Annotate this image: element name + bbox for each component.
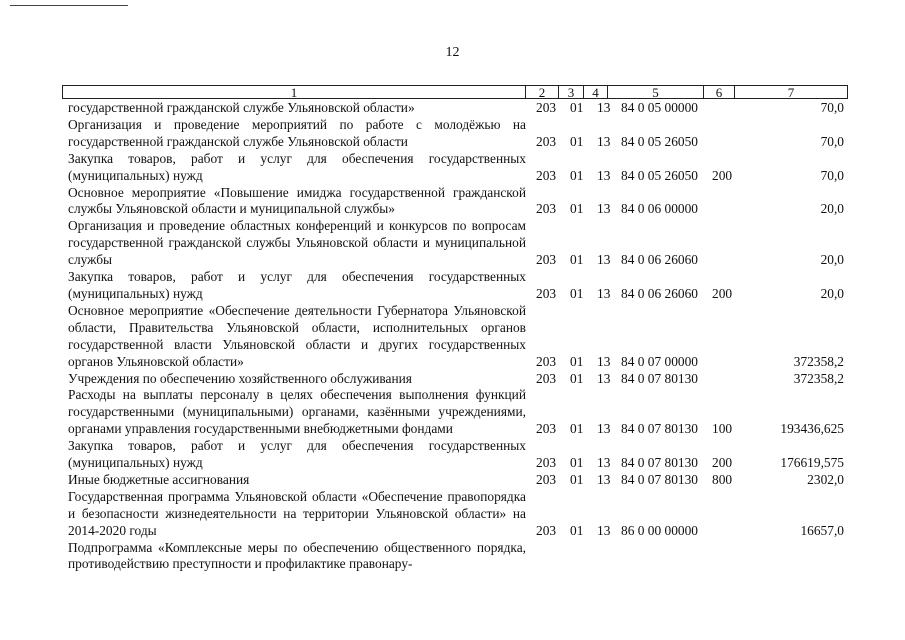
table-row: [0, 387, 905, 438]
col-4-value: 13: [597, 201, 611, 217]
col-3-value: 01: [570, 133, 584, 149]
col-6-value: 100: [712, 421, 733, 437]
top-rule: [10, 5, 128, 6]
col-2-value: 203: [536, 167, 557, 183]
col-3-value: 01: [570, 285, 584, 301]
row-description: Иные бюджетные ассигнования: [68, 471, 250, 487]
row-description: Закупка товаров, работ и услуг для обеспечения государственных (муниципальных) нужд: [68, 438, 526, 471]
row-description: Организация и проведение областных конференций и конкурсов по вопросам государственной гражданской службы Ульяновской области и муниципальной службы: [68, 218, 526, 268]
header-col-1: 1: [62, 85, 526, 99]
table-row: [0, 185, 905, 219]
col-5-value: 84 0 05 26050: [621, 133, 698, 149]
col-2-value: 203: [536, 522, 557, 538]
table-row: [0, 303, 905, 371]
table-row: [0, 489, 905, 540]
col-3-value: 01: [570, 252, 584, 268]
col-2-value: 203: [536, 421, 557, 437]
header-col-6: 6: [703, 85, 735, 99]
col-4-value: 13: [597, 285, 611, 301]
row-description: Основное мероприятие «Обеспечение деятельности Губернатора Ульяновской области, Правительства Ульяновской области, исполнительных органов государственной власти Ульяновской области и других государственных органов Ульяновской области»: [68, 302, 526, 369]
col-2-value: 203: [536, 133, 557, 149]
col-4-value: 13: [597, 455, 611, 471]
col-7-value: 372358,2: [793, 353, 844, 369]
header-col-5: 5: [607, 85, 704, 99]
table-row: [0, 117, 905, 151]
row-description: Подпрограмма «Комплексные меры по обеспечению общественного порядка, противодействию преступности и профилактике правонару-: [68, 539, 526, 572]
col-3-value: 01: [570, 522, 584, 538]
col-3-value: 01: [570, 370, 584, 386]
col-2-value: 203: [536, 370, 557, 386]
table-row: [0, 151, 905, 185]
col-4-value: 13: [597, 167, 611, 183]
col-4-value: 13: [597, 353, 611, 369]
col-5-value: 84 0 07 80130: [621, 421, 698, 437]
row-description: Учреждения по обеспечению хозяйственного обслуживания: [68, 370, 412, 386]
col-3-value: 01: [570, 100, 584, 115]
col-4-value: 13: [597, 471, 611, 487]
col-3-value: 01: [570, 455, 584, 471]
row-description: Закупка товаров, работ и услуг для обеспечения государственных (муниципальных) нужд: [68, 269, 526, 301]
col-7-value: 176619,575: [780, 455, 844, 471]
col-3-value: 01: [570, 353, 584, 369]
col-7-value: 193436,625: [780, 421, 844, 437]
col-5-value: 84 0 07 80130: [621, 471, 698, 487]
page-number: 12: [445, 45, 460, 60]
table-row: [0, 371, 905, 388]
col-2-value: 203: [536, 100, 557, 115]
header-col-2: 2: [525, 85, 559, 99]
col-5-value: 84 0 06 26060: [621, 285, 698, 301]
col-7-value: 70,0: [820, 167, 844, 183]
row-description: Закупка товаров, работ и услуг для обеспечения государственных (муниципальных) нужд: [68, 150, 526, 183]
col-7-value: 20,0: [820, 285, 844, 301]
col-4-value: 13: [597, 252, 611, 268]
table-row: [0, 540, 905, 574]
header-col-3: 3: [558, 85, 584, 99]
col-5-value: 84 0 07 80130: [621, 455, 698, 471]
col-4-value: 13: [597, 522, 611, 538]
row-description: Организация и проведение мероприятий по работе с молодёжью на государственной гражданской службе Ульяновской области: [68, 116, 526, 149]
col-5-value: 84 0 05 26050: [621, 167, 698, 183]
table-row: [0, 100, 905, 117]
col-7-value: 20,0: [820, 201, 844, 217]
col-5-value: 84 0 05 00000: [621, 100, 698, 115]
header-col-4: 4: [583, 85, 608, 99]
col-3-value: 01: [570, 167, 584, 183]
col-2-value: 203: [536, 471, 557, 487]
col-7-value: 70,0: [820, 133, 844, 149]
col-4-value: 13: [597, 133, 611, 149]
col-6-value: 800: [712, 471, 733, 487]
col-6-value: 200: [712, 167, 733, 183]
col-5-value: 84 0 07 80130: [621, 370, 698, 386]
table-body: [0, 100, 905, 573]
col-3-value: 01: [570, 201, 584, 217]
col-4-value: 13: [597, 100, 611, 115]
row-description: Основное мероприятие «Повышение имиджа государственной гражданской службы Ульяновской области и муниципальной службы»: [68, 184, 526, 217]
col-5-value: 84 0 06 00000: [621, 201, 698, 217]
col-7-value: 20,0: [820, 252, 844, 268]
col-2-value: 203: [536, 455, 557, 471]
col-2-value: 203: [536, 285, 557, 301]
col-6-value: 200: [712, 285, 733, 301]
col-7-value: 372358,2: [793, 370, 844, 386]
col-3-value: 01: [570, 421, 584, 437]
row-description: государственной гражданской службе Ульяновской области»: [68, 100, 415, 115]
col-7-value: 70,0: [820, 100, 844, 115]
col-5-value: 86 0 00 00000: [621, 522, 698, 538]
header-col-7: 7: [734, 85, 848, 99]
row-description: Государственная программа Ульяновской области «Обеспечение правопорядка и безопасности жизнедеятельности на территории Ульяновской области» на 2014-2020 годы: [68, 488, 526, 538]
col-2-value: 203: [536, 252, 557, 268]
table-row: [0, 269, 905, 303]
col-7-value: 16657,0: [800, 522, 844, 538]
col-5-value: 84 0 06 26060: [621, 252, 698, 268]
table-row: [0, 218, 905, 269]
col-2-value: 203: [536, 201, 557, 217]
col-3-value: 01: [570, 471, 584, 487]
col-5-value: 84 0 07 00000: [621, 353, 698, 369]
col-4-value: 13: [597, 421, 611, 437]
row-description: Расходы на выплаты персоналу в целях обеспечения выполнения функций государственными (муниципальными) органами, казёнными учреждениями, органами управления государственными внебюджетными фондами: [68, 387, 526, 437]
col-2-value: 203: [536, 353, 557, 369]
col-6-value: 200: [712, 455, 733, 471]
table-row: [0, 438, 905, 472]
table-row: [0, 472, 905, 489]
col-7-value: 2302,0: [807, 471, 844, 487]
col-4-value: 13: [597, 370, 611, 386]
